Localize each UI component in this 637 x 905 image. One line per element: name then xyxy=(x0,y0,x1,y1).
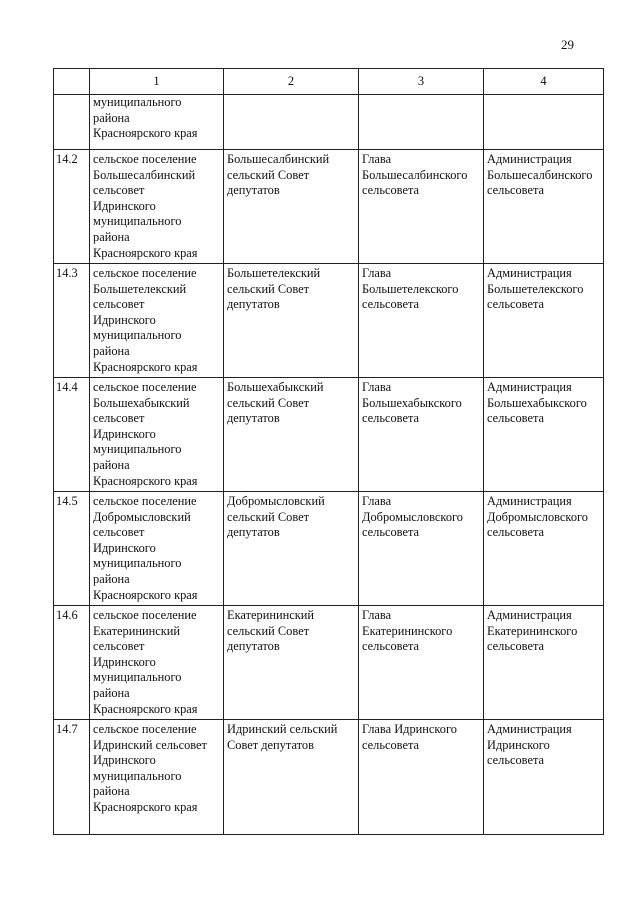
header-cell-2: 2 xyxy=(224,69,359,95)
table-row-continuation xyxy=(54,95,604,150)
row-number: 14.6 xyxy=(54,606,90,720)
header-cell-4: 4 xyxy=(484,69,604,95)
row-number: 14.7 xyxy=(54,720,90,835)
territory-cell: сельское поселение Екатерининский сельсовет Идринского муниципального района Красноярского края xyxy=(90,606,224,720)
page-number: 29 xyxy=(561,37,574,52)
table-row xyxy=(54,720,604,835)
row-number: 14.3 xyxy=(54,264,90,378)
territory-cell: сельское поселение Добромысловский сельсовет Идринского муниципального района Красноярского края xyxy=(90,492,224,606)
council-cell: Большетелекский сельский Совет депутатов xyxy=(224,264,359,378)
administration-cell: Администрация Екатерининского сельсовета xyxy=(484,606,604,720)
council-cell: Большехабыкский сельский Совет депутатов xyxy=(224,378,359,492)
territory-cell: сельское поселение Большехабыкский сельсовет Идринского муниципального района Красноярского края xyxy=(90,378,224,492)
head-cell: Глава Добромысловского сельсовета xyxy=(359,492,484,606)
territory-cell: сельское поселение Большесалбинский сельсовет Идринского муниципального района Красноярского края xyxy=(90,150,224,264)
municipal-bodies-table xyxy=(53,68,604,835)
territory-cell: сельское поселение Большетелекский сельсовет Идринского муниципального района Красноярского края xyxy=(90,264,224,378)
council-cell: Екатерининский сельский Совет депутатов xyxy=(224,606,359,720)
council-cell xyxy=(224,95,359,150)
table-row xyxy=(54,150,604,264)
administration-cell: Администрация Идринского сельсовета xyxy=(484,720,604,835)
table-row xyxy=(54,264,604,378)
head-cell xyxy=(359,95,484,150)
head-cell: Глава Большесалбинского сельсовета xyxy=(359,150,484,264)
row-number xyxy=(54,95,90,150)
head-cell: Глава Большетелекского сельсовета xyxy=(359,264,484,378)
council-cell: Добромысловский сельский Совет депутатов xyxy=(224,492,359,606)
head-cell: Глава Идринского сельсовета xyxy=(359,720,484,835)
administration-cell: Администрация Добромысловского сельсовета xyxy=(484,492,604,606)
administration-cell: Администрация Большесалбинского сельсовета xyxy=(484,150,604,264)
administration-cell: Администрация Большехабыкского сельсовета xyxy=(484,378,604,492)
row-number: 14.5 xyxy=(54,492,90,606)
territory-cell: сельское поселение Идринский сельсовет Идринского муниципального района Красноярского края xyxy=(90,720,224,835)
head-cell: Глава Екатерининского сельсовета xyxy=(359,606,484,720)
table-row xyxy=(54,606,604,720)
row-number: 14.2 xyxy=(54,150,90,264)
header-cell-1: 1 xyxy=(90,69,224,95)
header-cell-num xyxy=(54,69,90,95)
header-cell-3: 3 xyxy=(359,69,484,95)
territory-cell: муниципального района Красноярского края xyxy=(90,95,224,150)
row-number: 14.4 xyxy=(54,378,90,492)
council-cell: Большесалбинский сельский Совет депутатов xyxy=(224,150,359,264)
administration-cell: Администрация Большетелекского сельсовета xyxy=(484,264,604,378)
head-cell: Глава Большехабыкского сельсовета xyxy=(359,378,484,492)
table-row xyxy=(54,378,604,492)
table-header-row xyxy=(54,69,604,95)
council-cell: Идринский сельский Совет депутатов xyxy=(224,720,359,835)
administration-cell xyxy=(484,95,604,150)
table-row xyxy=(54,492,604,606)
